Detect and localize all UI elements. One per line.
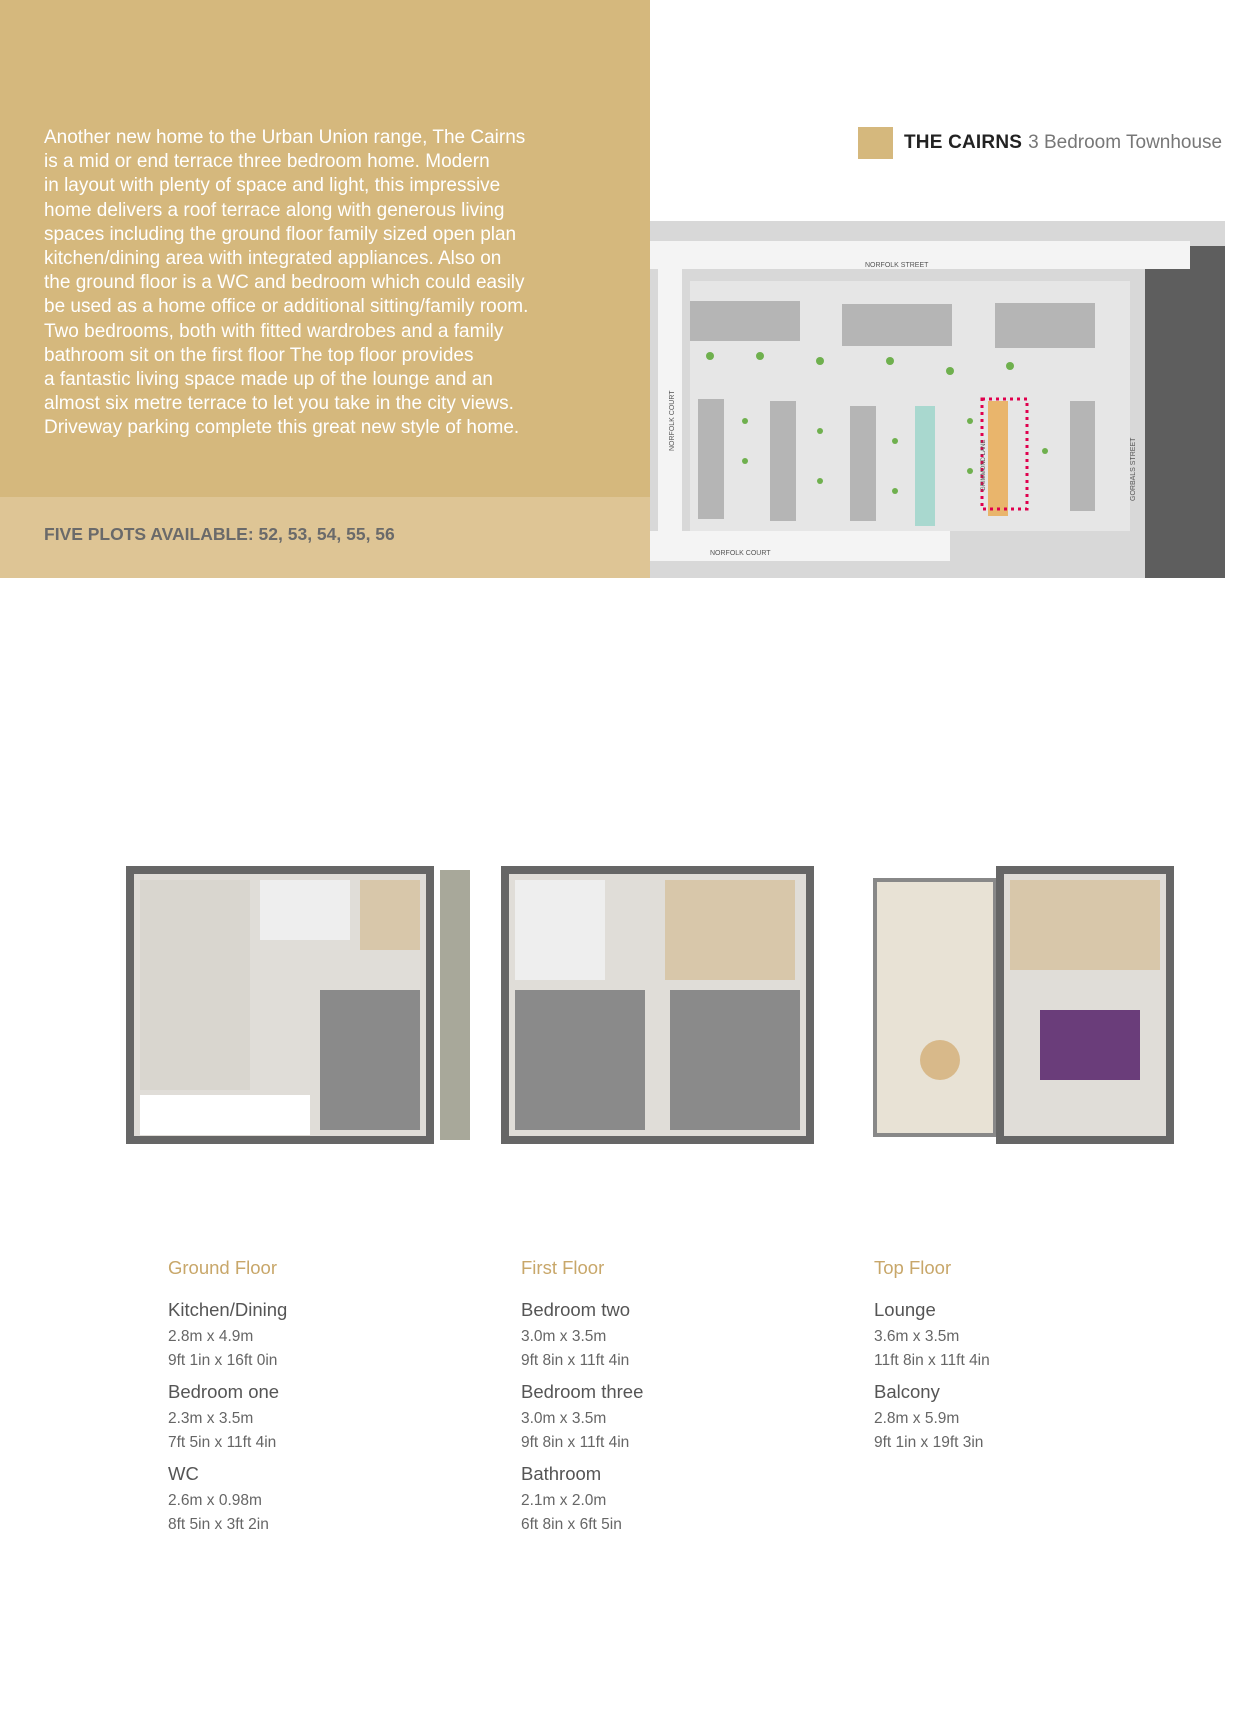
floor-title: First Floor <box>521 1257 605 1278</box>
room-bedroom-two <box>521 1299 821 1373</box>
room-imperial: 9ft 1in x 19ft 3in <box>874 1434 984 1451</box>
room-imperial: 6ft 8in x 6ft 5in <box>521 1516 622 1533</box>
room-metric: 2.6m x 0.98m <box>168 1492 262 1509</box>
room-metric: 3.0m x 3.5m <box>521 1328 607 1345</box>
room-name: WC <box>168 1463 199 1484</box>
intro-panel <box>0 0 650 497</box>
house-name: THE CAIRNS <box>904 132 1023 153</box>
room-metric: 2.8m x 4.9m <box>168 1328 254 1345</box>
top-floor-plan <box>870 860 1180 1150</box>
room-balcony <box>874 1381 1174 1455</box>
first-floor-plan <box>495 860 820 1150</box>
room-metric: 2.1m x 2.0m <box>521 1492 607 1509</box>
room-name: Bedroom two <box>521 1299 630 1320</box>
first-floor-schedule <box>521 1257 821 1545</box>
room-imperial: 9ft 1in x 16ft 0in <box>168 1352 278 1369</box>
room-name: Balcony <box>874 1381 940 1402</box>
room-name: Bedroom three <box>521 1381 644 1402</box>
ground-floor-plan <box>120 860 470 1150</box>
intro-description: Another new home to the Urban Union range, The Cairns is a mid or end terrace three bedroom home. Modern in layout with plenty of space and light, this impressive home delivers a roof terrace along with generous living spaces including the ground floor family sized open plan kitchen/dining area with integrated appliances. Also on the ground floor is a WC and bedroom which could easily be used as a home office or additional sitting/family room. Two bedrooms, both with fitted wardrobes and a family bathroom sit on the first floor The top floor provides a fantastic living space made up of the lounge and an almost six metre terrace to let you take in the city views. Driveway parking complete this great new style of home. <box>44 127 529 439</box>
top-floor-schedule <box>874 1257 1174 1463</box>
room-bedroom-three <box>521 1381 821 1455</box>
room-imperial: 8ft 5in x 3ft 2in <box>168 1516 269 1533</box>
room-metric: 3.6m x 3.5m <box>874 1328 960 1345</box>
room-name: Bathroom <box>521 1463 602 1484</box>
plots-available: FIVE PLOTS AVAILABLE: 52, 53, 54, 55, 56 <box>44 524 395 544</box>
ground-floor-schedule <box>168 1257 468 1545</box>
room-bathroom <box>521 1463 821 1537</box>
floor-title: Ground Floor <box>168 1257 277 1278</box>
floor-title: Top Floor <box>874 1257 952 1278</box>
site-map <box>650 221 1225 578</box>
gold-swatch <box>858 127 893 159</box>
room-name: Lounge <box>874 1299 936 1320</box>
street-norfolk-court: NORFOLK COURT <box>710 550 771 557</box>
house-type: 3 Bedroom Townhouse <box>1028 132 1223 153</box>
street-norfolk-court-side: NORFOLK COURT <box>669 390 676 451</box>
plots-banner <box>0 497 650 578</box>
street-grimmond: GRIMMOND LANE <box>981 439 987 491</box>
room-metric: 2.8m x 5.9m <box>874 1410 960 1427</box>
room-wc <box>168 1463 468 1537</box>
street-gorbals: GORBALS STREET <box>1130 437 1137 501</box>
room-name: Kitchen/Dining <box>168 1299 288 1320</box>
house-tag <box>858 127 1222 159</box>
room-lounge <box>874 1299 1174 1373</box>
room-imperial: 11ft 8in x 11ft 4in <box>874 1352 990 1369</box>
room-imperial: 7ft 5in x 11ft 4in <box>168 1434 277 1451</box>
site-map-illustration <box>650 221 1225 578</box>
room-imperial: 9ft 8in x 11ft 4in <box>521 1352 630 1369</box>
room-kitchen-dining <box>168 1299 468 1373</box>
room-name: Bedroom one <box>168 1381 280 1402</box>
room-metric: 2.3m x 3.5m <box>168 1410 254 1427</box>
gorbals-road <box>1145 246 1225 578</box>
room-bedroom-one <box>168 1381 468 1455</box>
room-imperial: 9ft 8in x 11ft 4in <box>521 1434 630 1451</box>
street-norfolk-street: NORFOLK STREET <box>865 262 929 269</box>
room-metric: 3.0m x 3.5m <box>521 1410 607 1427</box>
